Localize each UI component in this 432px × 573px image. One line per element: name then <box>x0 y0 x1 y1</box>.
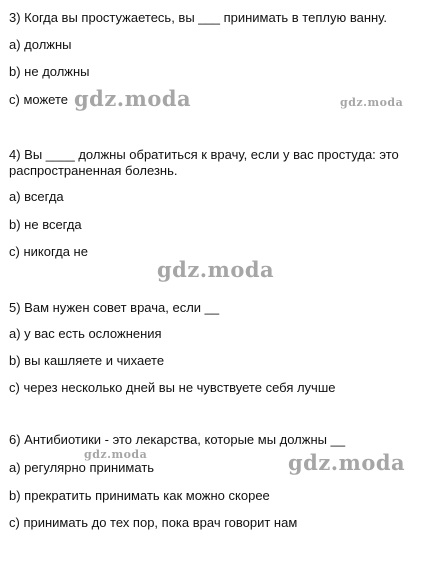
question-6-option-c: c) принимать до тех пор, пока врач говорит нам <box>9 515 298 530</box>
question-3-option-b: b) не должны <box>9 64 90 79</box>
watermark-large: gdz.moda <box>157 257 275 282</box>
watermark-large: gdz.moda <box>288 450 406 475</box>
question-4-prompt-line1: 4) Вы ____ должны обратиться к врачу, если у вас простуда: это <box>9 147 399 162</box>
question-6-option-b: b) прекратить принимать как можно скорее <box>9 488 270 503</box>
question-5-prompt: 5) Вам нужен совет врача, если __ <box>9 300 220 315</box>
question-3-prompt: 3) Когда вы простужаетесь, вы ___ принимать в теплую ванну. <box>9 10 387 25</box>
question-3-option-a: a) должны <box>9 37 72 52</box>
question-4-option-a: a) всегда <box>9 189 64 204</box>
question-6-prompt: 6) Антибиотики - это лекарства, которые мы должны __ <box>9 432 346 447</box>
watermark-large: gdz.moda <box>74 86 192 111</box>
question-5-option-a: a) у вас есть осложнения <box>9 326 162 341</box>
watermark-small: gdz.moda <box>84 448 148 461</box>
question-4-option-c: c) никогда не <box>9 244 88 259</box>
question-4-option-b: b) не всегда <box>9 217 82 232</box>
question-4-prompt-line2: распространенная болезнь. <box>9 163 178 178</box>
question-5-option-b: b) вы кашляете и чихаете <box>9 353 165 368</box>
question-6-option-a: a) регулярно принимать <box>9 460 155 475</box>
question-5-option-c: c) через несколько дней вы не чувствуете себя лучше <box>9 380 336 395</box>
question-3-option-c: c) можете <box>9 92 68 107</box>
watermark-small: gdz.moda <box>340 96 404 109</box>
